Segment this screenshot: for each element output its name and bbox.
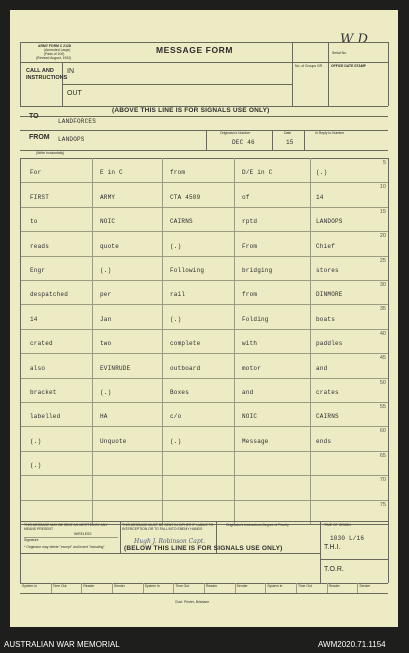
message-cell: to	[30, 218, 38, 226]
message-cell: Jan	[100, 315, 112, 323]
message-cell: of	[242, 193, 250, 201]
message-cell: bridging	[242, 267, 273, 274]
message-cell: Folding	[242, 315, 269, 323]
message-cell: per	[100, 291, 112, 299]
message-cell: from	[242, 291, 258, 299]
message-cell: (.)	[170, 315, 182, 323]
thi-label: T.H.I.	[324, 544, 341, 551]
message-cell: For	[30, 169, 42, 177]
message-cell: bracket	[30, 389, 57, 396]
message-cell: 14	[316, 193, 324, 201]
message-cell: complete	[170, 340, 201, 348]
message-cell: (.)	[30, 437, 42, 445]
row-count-number: 15	[379, 208, 386, 215]
message-cell: Message	[242, 437, 269, 445]
row-count-number: 50	[379, 379, 386, 386]
no-of-groups-label: No. of Groups GR.	[295, 64, 324, 68]
time-of-origin-label: TIME OF ORIGIN	[324, 523, 351, 527]
call-instructions-label: CALL AND INSTRUCTIONS	[26, 68, 68, 81]
from-value: LANDOPS	[58, 136, 85, 143]
tor-label: T.O.R.	[324, 566, 344, 573]
row-count-number: 60	[379, 428, 386, 435]
out-label: OUT	[67, 90, 82, 97]
message-cell: crated	[30, 340, 53, 348]
system-header-cell: Reader	[206, 584, 218, 588]
message-cell: Boxes	[170, 389, 190, 396]
row-count-number: 70	[379, 477, 386, 484]
message-cell: E in C	[100, 169, 123, 177]
to-value: LANDFORCES	[58, 118, 97, 125]
message-cell: NOIC	[100, 218, 116, 226]
message-cell: despatched	[30, 291, 69, 299]
message-cell: NOIC	[242, 413, 258, 421]
message-cell: FIRST	[30, 193, 50, 201]
message-form	[10, 10, 398, 627]
message-cell: outboard	[170, 364, 201, 372]
system-header-cell: Time Out	[52, 584, 67, 588]
row-count-number: 20	[379, 233, 386, 240]
form-code-sub: (Amended Large)	[44, 48, 71, 52]
row-count-number: 30	[379, 282, 386, 288]
message-cell: (.)	[30, 462, 42, 470]
system-header-cell: Reader	[83, 584, 95, 588]
date-value: 15	[286, 139, 294, 146]
system-header-cell: Sender	[236, 584, 248, 588]
office-date-stamp-label: OFFICE DATE STAMP	[331, 64, 366, 68]
message-cell: CAIRNS	[316, 413, 339, 421]
message-cell: two	[100, 340, 112, 348]
message-cell: stores	[316, 267, 339, 274]
form-code-pads: (Pads of 100)	[44, 52, 65, 56]
message-cell: quote	[100, 242, 120, 250]
message-cell: ARMY	[100, 193, 116, 201]
message-cell: DINMORE	[316, 291, 343, 299]
write-horizontally-note: (Write horizontally)	[36, 151, 65, 155]
message-cell: Following	[170, 267, 205, 274]
time-of-origin-value: 1030 L/16	[330, 535, 365, 542]
message-cell: CAIRNS	[170, 218, 193, 226]
in-reply-label: In Reply to Number	[315, 131, 345, 135]
footer-institution: AUSTRALIAN WAR MEMORIAL	[4, 640, 120, 649]
message-cell: motor	[242, 364, 262, 372]
system-header-cell: Sender	[114, 584, 125, 588]
message-cell: HA	[100, 413, 108, 421]
originator-note: * Originator may delete "except" and insert "including"	[24, 545, 105, 549]
message-cell: labelled	[30, 413, 61, 421]
message-cell: crates	[316, 389, 339, 396]
wireless-label: WIRELESS	[74, 532, 92, 536]
above-line-banner: (ABOVE THIS LINE IS FOR SIGNALS USE ONLY)	[112, 107, 270, 114]
row-count-number: 45	[379, 355, 386, 362]
form-title: MESSAGE FORM	[156, 45, 234, 55]
originators-number-value: DEC 46	[232, 139, 255, 146]
message-cell: with	[242, 340, 258, 348]
signature-label-left: Signature	[24, 538, 39, 542]
originators-instructions: Originator's Instructions Degree of Priority	[226, 523, 289, 527]
message-cell: Engr	[30, 267, 46, 274]
message-cell: (.)	[170, 242, 182, 250]
signature-handwritten: Hugh J. Robinson Capt.	[134, 538, 206, 545]
message-cell: rptd	[242, 218, 258, 226]
from-label: FROM	[29, 134, 50, 141]
date-label: Date	[284, 131, 292, 135]
message-cell: ends	[316, 437, 332, 445]
below-line-banner: (BELOW THIS LINE IS FOR SIGNALS USE ONLY)	[124, 545, 283, 552]
row-count-number: 65	[379, 452, 386, 459]
message-cell: LANDOPS	[316, 218, 343, 226]
system-header-cell: Time Out	[175, 584, 190, 588]
printer-line: Govt. Printer, Brisbane	[175, 600, 210, 604]
row-count-number: 35	[379, 306, 386, 313]
form-code-revised: (Revised August, 1942)	[36, 56, 72, 60]
row-count-number: 25	[379, 257, 386, 264]
message-cell: paddles	[316, 340, 343, 348]
system-header-cell: Time Out	[298, 584, 312, 588]
row-count-number: 5	[382, 160, 386, 166]
message-cell: D/E in C	[242, 169, 273, 177]
row-count-number: 40	[379, 330, 386, 337]
archive-footer	[0, 638, 409, 653]
footer-accession: AWM2020.71.1154	[318, 640, 386, 649]
in-cipher-note: THIS MESSAGE MUST BE SENT IN CIPHER IF LIABLE TO INTERCEPTION OR TO FALL INTO ENEMY HANDS	[122, 523, 214, 531]
message-cell: CTA 4509	[170, 193, 201, 201]
message-cell: 14	[30, 315, 38, 323]
serial-no-label: Serial No.	[332, 51, 347, 55]
message-cell: also	[30, 364, 46, 372]
form-code: ARMY FORM C 2128	[38, 44, 71, 48]
message-cell: From	[242, 242, 258, 250]
message-cell: (.)	[100, 389, 112, 396]
message-cell: (.)	[316, 169, 328, 177]
in-label: IN	[67, 68, 74, 75]
message-cell: c/o	[170, 413, 182, 421]
row-count-number: 55	[379, 404, 386, 410]
message-cell: Unquote	[100, 437, 127, 445]
message-cell: from	[170, 169, 186, 177]
message-cell: (.)	[100, 267, 112, 274]
message-cell: and	[316, 364, 328, 372]
row-count-number: 10	[379, 184, 386, 191]
system-header-cell: System In	[267, 584, 283, 588]
message-cell: and	[242, 389, 254, 396]
message-cell: Chief	[316, 242, 336, 250]
system-header-cell: System In	[144, 584, 160, 588]
as-written-note: THIS MESSAGE MAY BE SENT AS WRITTEN BY ANY MEANS PRESENT	[24, 523, 108, 531]
message-cell: EVINRUDE	[100, 364, 131, 372]
message-cell: boats	[316, 315, 336, 323]
row-count-number: 75	[379, 501, 386, 508]
system-header-cell: System In	[22, 584, 38, 588]
system-header-cell: Reader	[328, 584, 340, 588]
system-header-cell: Sender	[359, 584, 371, 588]
message-cell: rail	[170, 291, 186, 299]
message-cell: reads	[30, 242, 50, 250]
message-cell: (.)	[170, 437, 182, 445]
handwritten-corner: W D	[340, 32, 368, 47]
to-label: TO	[29, 113, 39, 120]
originators-number-label: Originator's Number	[220, 131, 251, 135]
